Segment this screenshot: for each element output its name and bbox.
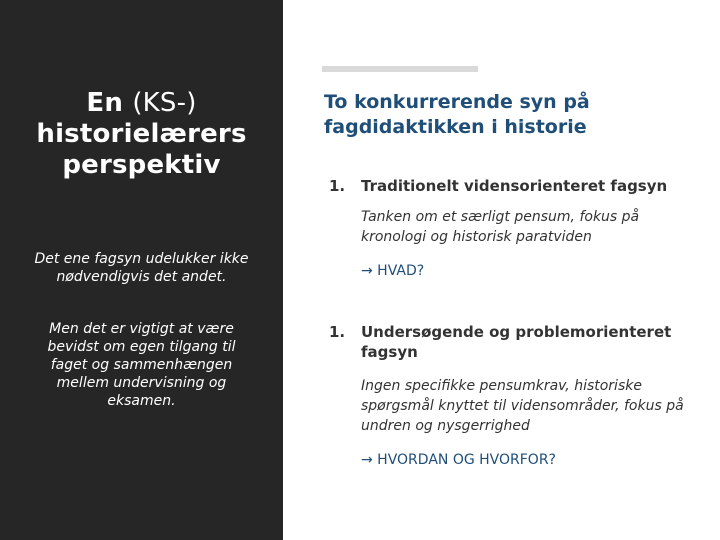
side-note-1: Det ene fagsyn udelukker ikke nødvendigvis det andet.: [34, 251, 249, 285]
list-item-label-1: Traditionelt vidensorienteret fagsyn: [361, 177, 668, 195]
list-item-description-2: Ingen specifikke pensumkrav, historiske spørgsmål knyttet til vidensområder, fokus på undren og nysgerrighed: [361, 378, 684, 434]
title-part-ks: (KS-): [132, 88, 197, 118]
list-item-label-2: Undersøgende og problemorienteret fagsyn: [361, 323, 672, 361]
slide-title: [20, 88, 263, 181]
title-part-perspective: historielærers perspektiv: [36, 119, 247, 180]
content-heading: To konkurrerende syn på fagdidaktikken i historie: [324, 91, 590, 138]
list-item-title-1: [329, 176, 709, 196]
list-item-arrow-2: → HVORDAN OG HVORFOR?: [361, 452, 556, 468]
list-item-number-2: 1.: [329, 323, 346, 341]
left-panel: [0, 0, 283, 540]
list-item-description-1: Tanken om et særligt pensum, fokus på kronologi og historisk paratviden: [361, 209, 640, 245]
side-note-2: Men det er vigtigt at være bevidst om egen tilgang til faget og sammenhængen mellem undervisning og eksamen.: [47, 321, 236, 409]
list-item-title-2: [329, 322, 709, 362]
list-item-number-1: 1.: [329, 177, 346, 195]
list-item-arrow-1: → HVAD?: [361, 263, 425, 279]
accent-bar: [322, 66, 478, 72]
title-part-en: En: [86, 88, 124, 118]
